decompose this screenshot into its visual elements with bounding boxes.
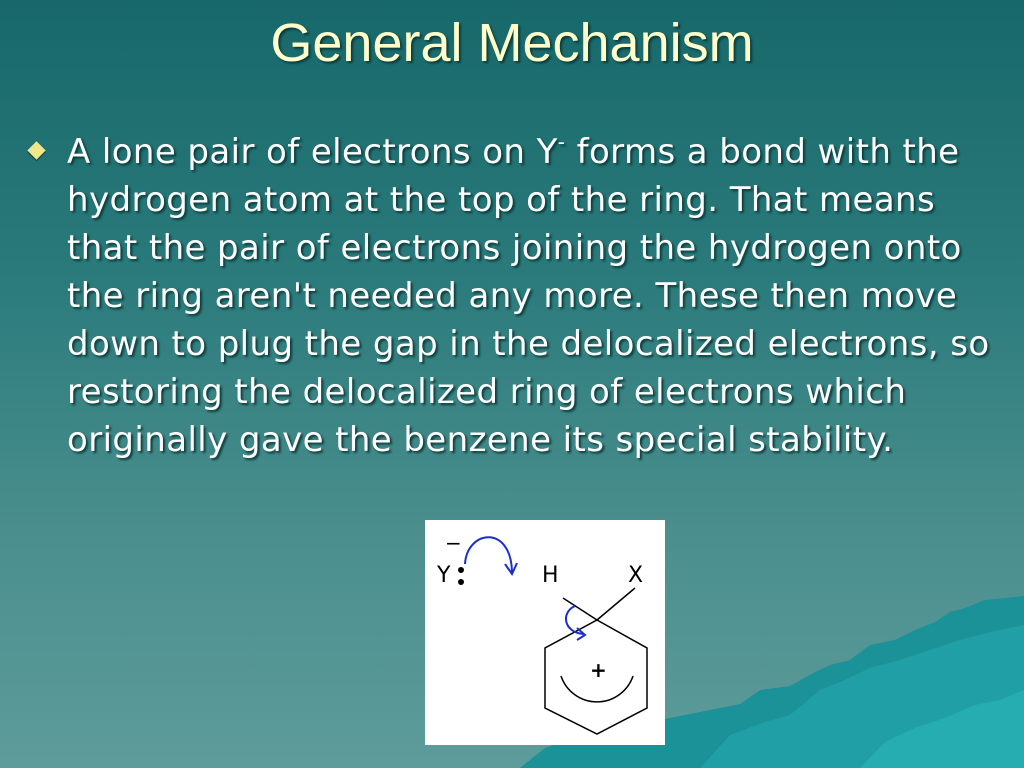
diagram-hydrogen-label: H bbox=[542, 563, 559, 588]
mechanism-svg bbox=[425, 520, 665, 745]
ring-charge: + bbox=[590, 658, 607, 682]
diagram-charge-minus: − bbox=[445, 531, 462, 555]
bullet-point bbox=[28, 128, 1008, 464]
bullet-text-start: A lone pair of electrons on Y bbox=[67, 132, 558, 172]
diagram-nucleophile-label: Y bbox=[437, 563, 451, 588]
bullet-text-rest: forms a bond with the hydrogen atom at the top of the ring. That means that the pair of electrons joining the hydrogen onto the ring aren't needed any more. These then move down to plug the gap in the delocalized electrons, so restoring the delocalized ring of electrons which originally gave the benzene its special stability. bbox=[67, 132, 990, 460]
bullet-text-superscript: - bbox=[557, 130, 566, 154]
lone-pair-dot-top bbox=[458, 567, 464, 573]
mechanism-diagram bbox=[425, 520, 665, 745]
lone-pair-dot-bottom bbox=[458, 579, 464, 585]
bond-x bbox=[597, 588, 635, 620]
slide-title: General Mechanism bbox=[270, 13, 754, 73]
nucleophile-arrow bbox=[465, 537, 512, 572]
diamond-bullet-icon bbox=[27, 141, 45, 159]
diagram-substituent-label: X bbox=[628, 563, 644, 588]
bullet-text bbox=[67, 128, 1008, 464]
bond-h bbox=[563, 598, 597, 620]
